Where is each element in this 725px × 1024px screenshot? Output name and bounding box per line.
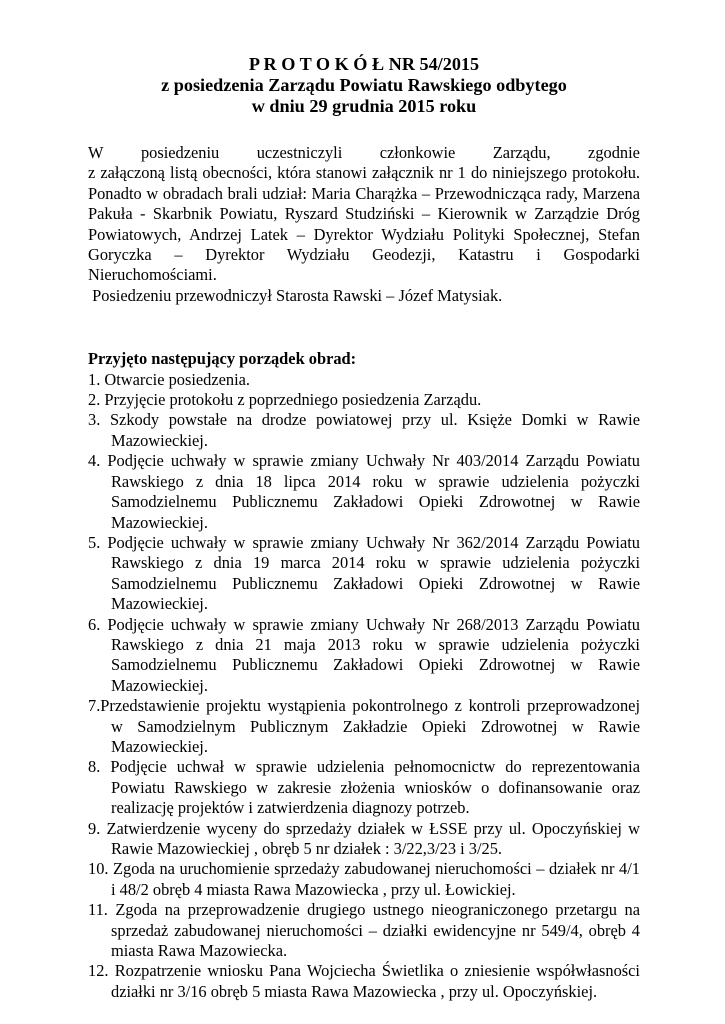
- agenda-item: 10. Zgoda na uruchomienie sprzedaży zabudowanej nieruchomości – działek nr 4/1 i 48/2 obręb 4 miasta Rawa Mazowiecka , przy ul. Łowickiej.: [88, 859, 640, 899]
- title-line-2: z posiedzenia Zarządu Powiatu Rawskiego odbytego: [161, 75, 567, 95]
- intro-first-line: [88, 143, 640, 163]
- agenda-item: 8. Podjęcie uchwał w sprawie udzielenia pełnomocnictw do reprezentowania Powiatu Rawskiego w zakresie złożenia wniosków o dofinansowanie oraz realizację projektów i zatwierdzenia diagnozy potrzeb.: [88, 757, 640, 818]
- document-page: [88, 54, 640, 1002]
- intro-word: zgodnie: [588, 143, 640, 162]
- presided-line: Posiedzeniu przewodniczył Starosta Rawski – Józef Matysiak.: [92, 285, 503, 305]
- protocol-title: [88, 54, 640, 117]
- agenda-item: 1. Otwarcie posiedzenia.: [88, 369, 251, 389]
- intro-paragraph: [88, 143, 640, 306]
- intro-word: Zarządu,: [492, 143, 551, 162]
- agenda-item: 2. Przyjęcie protokołu z poprzedniego posiedzenia Zarządu.: [88, 390, 482, 410]
- agenda-item: 7.Przedstawienie projektu wystąpienia pokontrolnego z kontroli przeprowadzonej w Samodzielnym Publicznym Zakładzie Opieki Zdrowotnej w Rawie Mazowieckiej.: [88, 696, 640, 756]
- intro-word: uczestniczyli: [256, 143, 343, 162]
- intro-word: W: [88, 143, 104, 162]
- intro-body: z załączoną listą obecności, która stanowi załącznik nr 1 do niniejszego protokołu. Ponadto w obradach brali udział: Maria Charążka – Przewodnicząca rady, Marzena Pakuła - Skarbnik Powiatu, Ryszard Studziński – Kierownik w Zarządzie Dróg Powiatowych, Andrzej Latek – Dyrektor Wydziału Polityki Społecznej, Stefan Goryczka – Dyrektor Wydziału Geodezji, Katastru i Gospodarki Nieruchomościami.: [88, 163, 640, 285]
- agenda-item: 3. Szkody powstałe na drodze powiatowej przy ul. Księże Domki w Rawie Mazowieckiej.: [88, 410, 640, 450]
- title-line-3: w dniu 29 grudnia 2015 roku: [251, 96, 477, 116]
- title-line-1: P R O T O K Ó Ł NR 54/2015: [248, 54, 480, 74]
- agenda-item: 5. Podjęcie uchwały w sprawie zmiany Uchwały Nr 362/2014 Zarządu Powiatu Rawskiego z dnia 19 marca 2014 roku w sprawie udzielenia pożyczki Samodzielnemu Publicznemu Zakładowi Opieki Zdrowotnej w Rawie Mazowieckiej.: [88, 532, 640, 614]
- agenda-list: [88, 370, 640, 1003]
- intro-word: posiedzeniu: [140, 143, 220, 162]
- agenda-heading: Przyjęto następujący porządek obrad:: [88, 349, 357, 369]
- agenda-item: 11. Zgoda na przeprowadzenie drugiego ustnego nieograniczonego przetargu na sprzedaż zabudowanej nieruchomości – działki ewidencyjne nr 549/4, obręb 4 miasta Rawa Mazowiecka.: [88, 900, 640, 961]
- agenda-item: 9. Zatwierdzenie wyceny do sprzedaży działek w ŁSSE przy ul. Opoczyńskiej w Rawie Mazowieckiej , obręb 5 nr działek : 3/22,3/23 i 3/25.: [88, 818, 640, 858]
- agenda-item: 6. Podjęcie uchwały w sprawie zmiany Uchwały Nr 268/2013 Zarządu Powiatu Rawskiego z dnia 21 maja 2013 roku w sprawie udzielenia pożyczki Samodzielnemu Publicznemu Zakładowi Opieki Zdrowotnej w Rawie Mazowieckiej.: [88, 614, 640, 695]
- intro-word: członkowie: [379, 143, 456, 162]
- agenda-item: 4. Podjęcie uchwały w sprawie zmiany Uchwały Nr 403/2014 Zarządu Powiatu Rawskiego z dnia 18 lipca 2014 roku w sprawie udzielenia pożyczki Samodzielnemu Publicznemu Zakładowi Opieki Zdrowotnej w Rawie Mazowieckiej.: [88, 451, 640, 532]
- agenda-item: 12. Rozpatrzenie wniosku Pana Wojciecha Świetlika o zniesienie współwłasności działki nr 3/16 obręb 5 miasta Rawa Mazowiecka , przy ul. Opoczyńskiej.: [88, 961, 640, 1001]
